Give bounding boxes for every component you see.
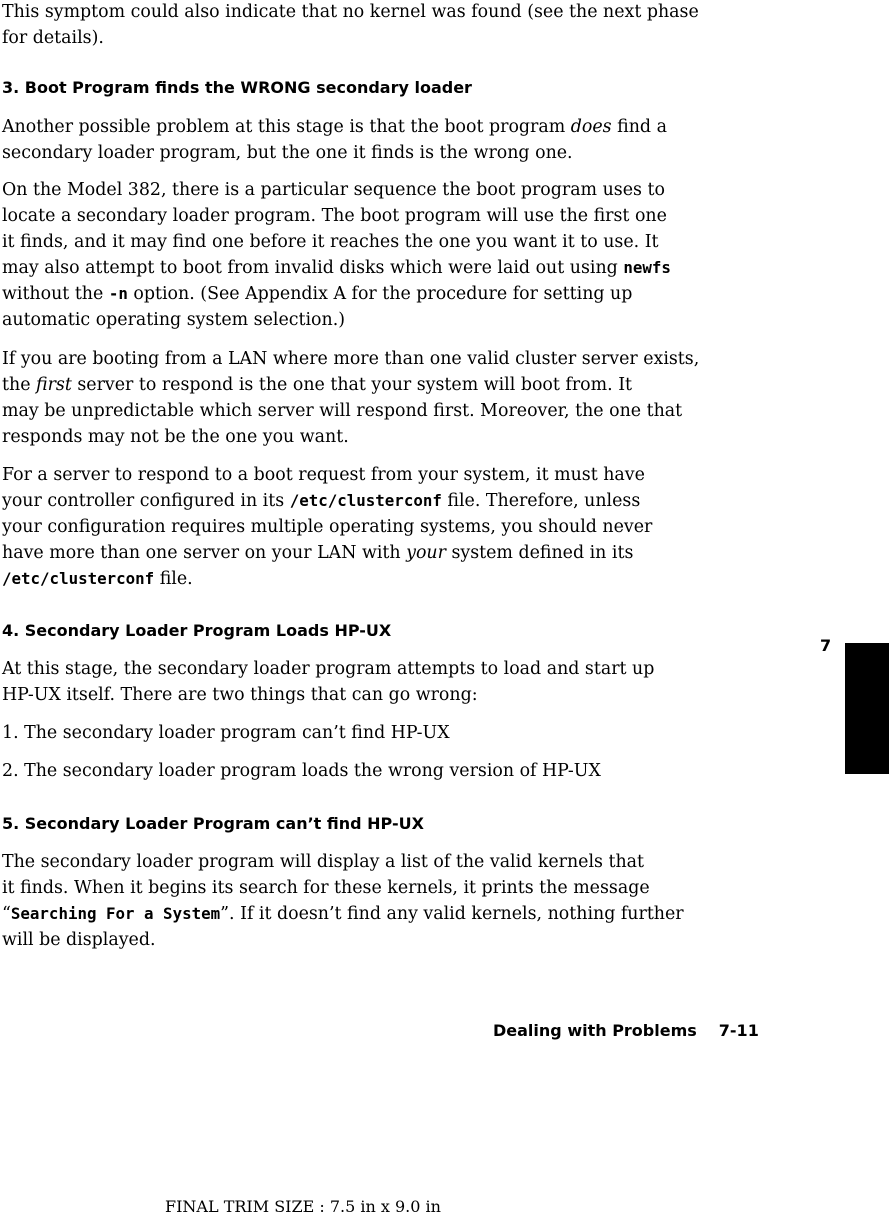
s3p2-line-3: it finds, and it may find one before it reaches the one you want it to use. It	[2, 232, 659, 252]
s3p2-line-1: On the Model 382, there is a particular sequence the boot program uses to	[2, 180, 665, 200]
emphasis-first: first	[36, 375, 72, 395]
s3p4-line-2: your controller configured in its /etc/clusterconf file. Therefore, unless	[2, 491, 641, 511]
section-3-paragraph-2	[2, 177, 671, 333]
emphasis-does: does	[570, 117, 612, 137]
s5p1-line-4: will be displayed.	[2, 930, 156, 950]
s3p1-line-1: Another possible problem at this stage is that the boot program does find a	[2, 117, 667, 137]
section-5-paragraph-1	[2, 849, 684, 953]
s3p3-line-3: may be unpredictable which server will respond first. Moreover, the one that	[2, 401, 683, 421]
section-4-heading: 4. Secondary Loader Program Loads HP-UX	[2, 621, 392, 640]
s3p2-line-6: automatic operating system selection.)	[2, 310, 346, 330]
page-footer	[493, 1021, 759, 1041]
s5p1-line-3: “Searching For a System”. If it doesn’t find any valid kernels, nothing further	[2, 904, 684, 924]
code-clusterconf-2: /etc/clusterconf	[2, 569, 155, 588]
s3p4-line-4: have more than one server on your LAN with your system defined in its	[2, 543, 634, 563]
s3p4-line-3: your configuration requires multiple operating systems, you should never	[2, 517, 653, 537]
s5p1-line-1: The secondary loader program will display a list of the valid kernels that	[2, 852, 645, 872]
list-item: 2. The secondary loader program loads the wrong version of HP-UX	[2, 761, 601, 781]
section-3-paragraph-3	[2, 346, 699, 450]
section-3-paragraph-4	[2, 462, 652, 592]
s3p3-line-1: If you are booting from a LAN where more than one valid cluster server exists,	[2, 349, 700, 369]
code-newfs: newfs	[623, 258, 671, 277]
list-item: 1. The secondary loader program can’t find HP-UX	[2, 723, 450, 743]
code-searching-message: Searching For a System	[10, 904, 221, 923]
section-3-heading: 3. Boot Program finds the WRONG secondary loader	[2, 78, 472, 97]
s3p4-line-5: /etc/clusterconf file.	[2, 569, 193, 589]
s5p1-line-2: it finds. When it begins its search for these kernels, it prints the message	[2, 878, 650, 898]
s3p2-line-5: without the -n option. (See Appendix A for the procedure for setting up	[2, 284, 633, 304]
s3p3-line-4: responds may not be the one you want.	[2, 427, 349, 447]
section-3-paragraph-1	[2, 114, 667, 166]
intro-line-1: This symptom could also indicate that no kernel was found (see the next phase	[2, 2, 699, 22]
s3p2-line-4: may also attempt to boot from invalid disks which were laid out using newfs	[2, 258, 671, 278]
chapter-tab	[845, 643, 889, 774]
intro-line-2: for details).	[2, 28, 104, 48]
intro-paragraph	[2, 0, 699, 51]
s3p3-line-2: the first server to respond is the one that your system will boot from. It	[2, 375, 633, 395]
footer-title: Dealing with Problems	[493, 1021, 697, 1040]
section-5-heading: 5. Secondary Loader Program can’t find HP-UX	[2, 814, 424, 833]
s4p1-line-2: HP-UX itself. There are two things that can go wrong:	[2, 685, 478, 705]
footer-page-number: 7-11	[718, 1021, 759, 1040]
section-4-paragraph-1	[2, 656, 654, 708]
chapter-tab-number: 7	[820, 636, 832, 655]
s3p1-line-2: secondary loader program, but the one it finds is the wrong one.	[2, 143, 573, 163]
s3p2-line-2: locate a secondary loader program. The boot program will use the first one	[2, 206, 667, 226]
s3p4-line-1: For a server to respond to a boot request from your system, it must have	[2, 465, 645, 485]
trim-size-note: FINAL TRIM SIZE : 7.5 in x 9.0 in	[165, 1197, 441, 1216]
emphasis-your: your	[406, 543, 446, 563]
s4p1-line-1: At this stage, the secondary loader program attempts to load and start up	[2, 659, 655, 679]
code-n-option: -n	[108, 284, 128, 303]
code-clusterconf: /etc/clusterconf	[289, 491, 442, 510]
